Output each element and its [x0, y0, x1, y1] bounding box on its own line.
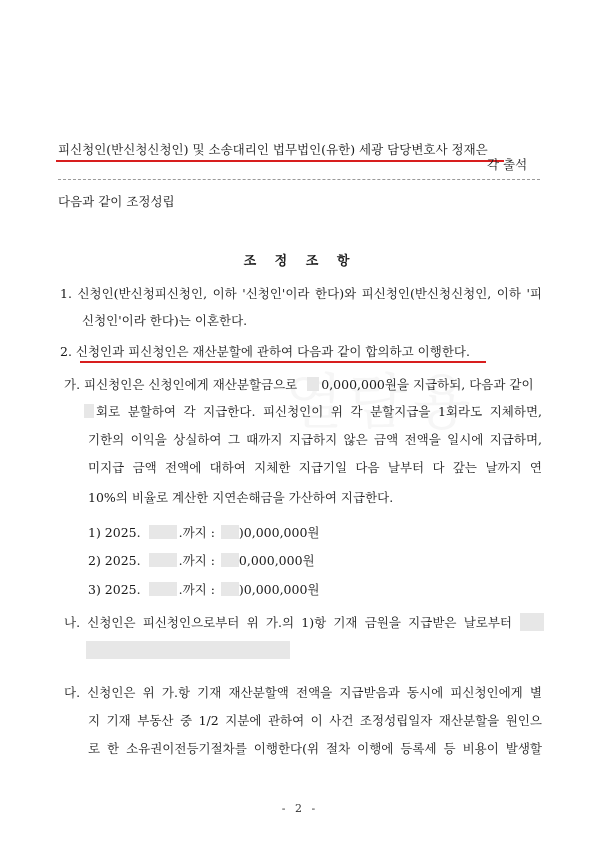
- page-number: - 2 -: [281, 802, 319, 815]
- item-2-line-1: 2. 신청인과 피신청인은 재산분할에 관하여 다음과 같이 합의하고 이행한다.: [60, 344, 470, 359]
- redaction-box: [520, 613, 544, 631]
- installment-row: [88, 582, 319, 598]
- sub-ga-line-1: [64, 377, 542, 393]
- redaction-box: [149, 582, 177, 596]
- sub-da-line-1: 다. 신청인은 위 가.항 기재 재산분할액 전액을 지급받음과 동시에 피신청인에게 별: [64, 685, 542, 700]
- red-underline-header: [56, 160, 504, 162]
- redaction-box: [221, 553, 239, 567]
- sub-ga-line-4: 미지급 금액 전액에 대하여 지체한 지급기일 다음 날부터 다 갚는 날까지 연: [88, 460, 542, 475]
- sub-ga-line-1-a: 가. 피신청인은 신청인에게 재산분할금으로: [64, 377, 298, 392]
- redaction-box: [84, 404, 94, 418]
- installment-label: 1) 2025.: [88, 525, 141, 540]
- sub-ga-line-1-b: 0,000,000원을 지급하되, 다음과 같이: [321, 377, 534, 392]
- installment-row: [88, 525, 319, 541]
- redaction-box: [149, 553, 177, 567]
- header-line-1-suffix: 각 출석: [487, 157, 528, 172]
- redaction-box: [221, 582, 239, 596]
- installment-label: 3) 2025.: [88, 582, 141, 597]
- item-1-line-2: 신청인'이라 한다)는 이혼한다.: [82, 313, 248, 328]
- header-line-2: 다음과 같이 조정성립: [58, 194, 175, 209]
- sub-da-line-3: 로 한 소유권이전등기절차를 이행한다(위 절차 이행에 등록세 등 비용이 발생할: [88, 741, 542, 756]
- installment-amount: )0,000,000원: [238, 525, 320, 540]
- redaction-box: [149, 525, 177, 539]
- installment-amount: )0,000,000원: [238, 582, 320, 597]
- installment-until: .까지 :: [178, 525, 215, 540]
- redaction-box: [221, 525, 239, 539]
- installment-amount: 0,000,000원: [238, 553, 315, 568]
- installment-until: .까지 :: [178, 553, 215, 568]
- sub-ga-line-2: 회로 분할하여 각 지급한다. 피신청인이 위 각 분할지급을 1회라도 지체하면,: [96, 404, 542, 419]
- watermark: [285, 355, 477, 441]
- sub-ga-line-3: 기한의 이익을 상실하여 그 때까지 지급하지 않은 금액 전액을 일시에 지급하며,: [88, 432, 542, 447]
- redaction-box: [307, 377, 319, 391]
- redaction-box: [86, 641, 290, 659]
- installment-row: [88, 553, 315, 569]
- sub-na-line-1: 나. 신청인은 피신청인으로부터 위 가.의 1)항 기재 금원을 지급받은 날로부터: [64, 615, 512, 630]
- installment-label: 2) 2025.: [88, 553, 141, 568]
- sub-ga-line-5: 10%의 비율로 계산한 지연손해금을 가산하여 지급한다.: [88, 490, 394, 505]
- installment-until: .까지 :: [178, 582, 215, 597]
- sub-da-line-2: 지 기재 부동산 중 1/2 지분에 관하여 이 사건 조정성립일자 재산분할을 원인으: [88, 713, 542, 728]
- section-title: 조 정 조 항: [243, 254, 357, 269]
- item-1-line-1: 1. 신청인(반신청피신청인, 이하 '신청인'이라 한다)와 피신청인(반신청신청인, 이하 '피: [60, 286, 542, 301]
- header-line-1: 피신청인(반신청신청인) 및 소송대리인 법무법인(유한) 세광 담당변호사 정재은: [58, 142, 488, 157]
- dashed-separator: [58, 179, 540, 180]
